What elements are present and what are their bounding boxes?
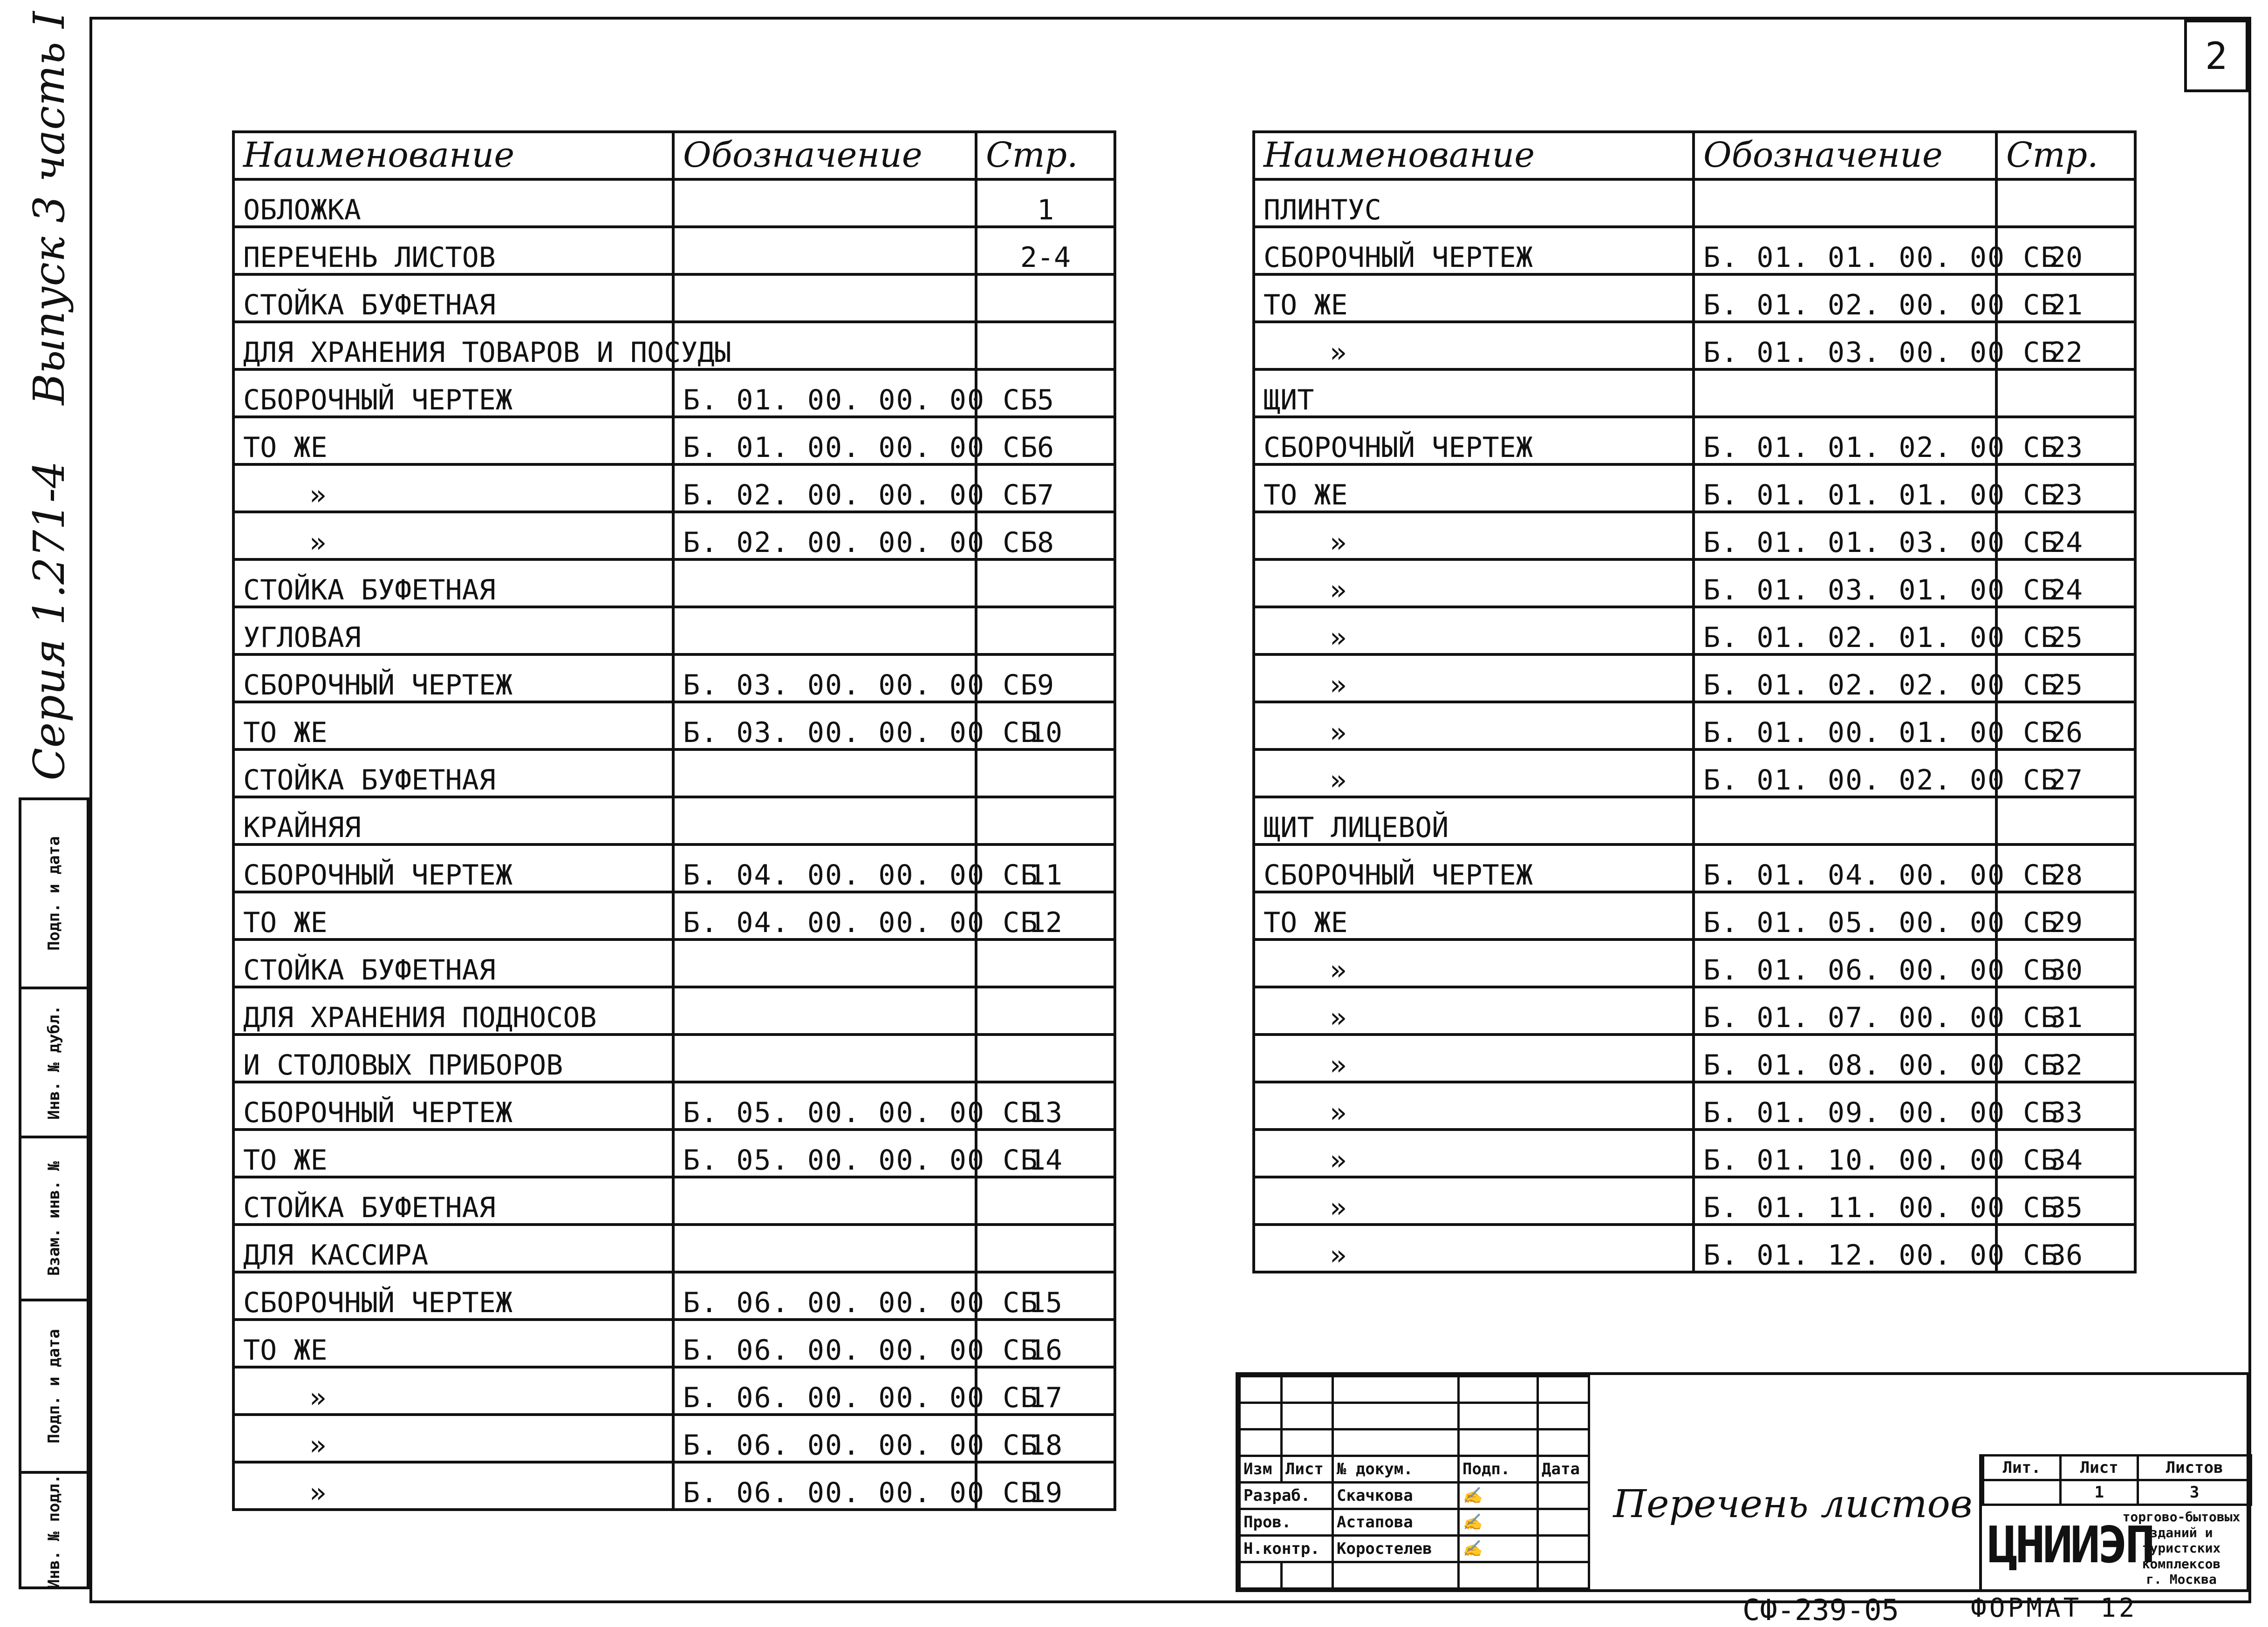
row-name: » — [1254, 654, 1694, 702]
table-row — [1254, 654, 2135, 702]
row-designation — [673, 227, 976, 274]
row-page — [976, 1225, 1115, 1272]
name-developer: Скачкова — [1333, 1483, 1459, 1509]
table-row — [233, 607, 1115, 654]
row-page: 24 — [1996, 559, 2135, 607]
title-block-grid — [1238, 1375, 1590, 1590]
org-name: торгово-бытовых зданий и туристских комплексов г. Москва — [2122, 1509, 2241, 1587]
table-row — [233, 1320, 1115, 1367]
table-row — [233, 1272, 1115, 1320]
row-name: ПЕРЕЧЕНЬ ЛИСТОВ — [233, 227, 673, 274]
row-name: ОБЛОЖКА — [233, 179, 673, 227]
row-designation: Б. 06. 00. 00. 00 СБ — [673, 1367, 976, 1415]
row-name: » — [1254, 1035, 1694, 1082]
table-row — [233, 797, 1115, 844]
row-name: ТО ЖЕ — [233, 1320, 673, 1367]
table-row — [1254, 607, 2135, 654]
row-name: ПЛИНТУС — [1254, 179, 1694, 227]
role-developer: Разраб. — [1240, 1483, 1333, 1509]
role-checker: Пров. — [1240, 1509, 1333, 1536]
row-designation — [673, 939, 976, 987]
row-name: ТО ЖЕ — [1254, 892, 1694, 939]
row-designation: Б. 05. 00. 00. 00 СБ — [673, 1082, 976, 1130]
table-row — [233, 1462, 1115, 1510]
row-designation: Б. 01. 05. 00. 00 СБ — [1694, 892, 1996, 939]
row-page: 35 — [1996, 1177, 2135, 1225]
row-page — [976, 322, 1115, 369]
row-designation — [673, 274, 976, 322]
table-row — [1254, 227, 2135, 274]
table-row — [233, 417, 1115, 464]
row-name: СТОЙКА БУФЕТНАЯ — [233, 939, 673, 987]
row-page: 17 — [976, 1367, 1115, 1415]
row-designation: Б. 03. 00. 00. 00 СБ — [673, 654, 976, 702]
row-name: ТО ЖЕ — [233, 1130, 673, 1177]
row-designation — [673, 607, 976, 654]
table-row — [1254, 1225, 2135, 1272]
row-designation — [673, 749, 976, 797]
row-designation: Б. 01. 06. 00. 00 СБ — [1694, 939, 1996, 987]
table-row — [1254, 464, 2135, 512]
row-designation: Б. 01. 11. 00. 00 СБ — [1694, 1177, 1996, 1225]
row-name: ЩИТ ЛИЦЕВОЙ — [1254, 797, 1694, 844]
row-page: 21 — [1996, 274, 2135, 322]
side-cell: Инв. № подл. — [21, 1471, 87, 1589]
row-designation: Б. 01. 01. 02. 00 СБ — [1694, 417, 1996, 464]
row-page: 12 — [976, 892, 1115, 939]
header-designation: Обозначение — [673, 132, 976, 179]
row-designation: Б. 01. 04. 00. 00 СБ — [1694, 844, 1996, 892]
row-name: ДЛЯ КАССИРА — [233, 1225, 673, 1272]
table-row — [233, 1225, 1115, 1272]
table-row — [1254, 797, 2135, 844]
row-page — [976, 1035, 1115, 1082]
row-designation — [673, 797, 976, 844]
row-name: ЩИТ — [1254, 369, 1694, 417]
row-designation — [673, 1177, 976, 1225]
sheet-label: Лист — [2061, 1456, 2138, 1480]
table-row — [233, 512, 1115, 559]
row-designation: Б. 01. 00. 00. 00 СБ — [673, 417, 976, 464]
row-designation: Б. 01. 09. 00. 00 СБ — [1694, 1082, 1996, 1130]
row-designation: Б. 04. 00. 00. 00 СБ — [673, 892, 976, 939]
table-row — [233, 1130, 1115, 1177]
side-cell: Взам. инв. № — [21, 1136, 87, 1299]
row-designation — [1694, 179, 1996, 227]
row-page — [976, 939, 1115, 987]
hdr-sign: Подп. — [1459, 1456, 1538, 1483]
row-name: » — [1254, 702, 1694, 749]
row-designation: Б. 01. 00. 00. 00 СБ — [673, 369, 976, 417]
row-name: КРАЙНЯЯ — [233, 797, 673, 844]
table-row — [1254, 369, 2135, 417]
row-name: » — [233, 1462, 673, 1510]
title-block — [1236, 1372, 2249, 1592]
row-page — [976, 607, 1115, 654]
table-row — [233, 702, 1115, 749]
row-page: 29 — [1996, 892, 2135, 939]
row-designation: Б. 06. 00. 00. 00 СБ — [673, 1320, 976, 1367]
document-title: Перечень листов — [1613, 1482, 1973, 1526]
row-page: 25 — [1996, 654, 2135, 702]
row-page — [976, 559, 1115, 607]
row-page: 33 — [1996, 1082, 2135, 1130]
table-row — [1254, 892, 2135, 939]
row-name: СТОЙКА БУФЕТНАЯ — [233, 274, 673, 322]
side-cell: Подп. и дата — [45, 836, 63, 951]
row-designation: Б. 02. 00. 00. 00 СБ — [673, 512, 976, 559]
table-header — [1254, 132, 2135, 179]
row-page — [976, 1177, 1115, 1225]
side-cell: Инв. № дубл. — [21, 987, 87, 1136]
table-row — [1254, 417, 2135, 464]
table-row — [1254, 749, 2135, 797]
table-row — [233, 274, 1115, 322]
issue-label: Выпуск 3 часть I — [24, 11, 74, 405]
row-page — [976, 797, 1115, 844]
format-label: ФОРМАТ 12 — [1971, 1593, 2138, 1623]
row-page — [976, 749, 1115, 797]
row-name: » — [1254, 1130, 1694, 1177]
header-page: Стр. — [976, 132, 1115, 179]
row-name: » — [233, 464, 673, 512]
row-designation: Б. 06. 00. 00. 00 СБ — [673, 1415, 976, 1462]
header-designation: Обозначение — [1694, 132, 1996, 179]
hdr-date: Дата — [1538, 1456, 1589, 1483]
series-label: Серия 1.271-4 — [24, 461, 74, 781]
row-name: ТО ЖЕ — [233, 892, 673, 939]
row-name: СБОРОЧНЫЙ ЧЕРТЕЖ — [1254, 227, 1694, 274]
row-page: 7 — [976, 464, 1115, 512]
row-page: 28 — [1996, 844, 2135, 892]
row-designation: Б. 01. 10. 00. 00 СБ — [1694, 1130, 1996, 1177]
row-designation: Б. 01. 02. 00. 00 СБ — [1694, 274, 1996, 322]
row-page: 19 — [976, 1462, 1115, 1510]
side-stamp-strip — [19, 797, 89, 1589]
row-designation: Б. 01. 01. 00. 00 СБ — [1694, 227, 1996, 274]
table-row — [233, 844, 1115, 892]
row-designation: Б. 05. 00. 00. 00 СБ — [673, 1130, 976, 1177]
table-row — [1254, 559, 2135, 607]
table-row — [233, 987, 1115, 1035]
row-designation: Б. 01. 00. 02. 00 СБ — [1694, 749, 1996, 797]
table-row — [1254, 512, 2135, 559]
row-page: 2-4 — [976, 227, 1115, 274]
table-row — [1254, 274, 2135, 322]
row-designation: Б. 01. 02. 01. 00 СБ — [1694, 607, 1996, 654]
row-name: СБОРОЧНЫЙ ЧЕРТЕЖ — [233, 369, 673, 417]
header-name: Наименование — [1254, 132, 1694, 179]
title-block-right — [1979, 1454, 2252, 1592]
row-designation: Б. 01. 12. 00. 00 СБ — [1694, 1225, 1996, 1272]
row-page: 15 — [976, 1272, 1115, 1320]
row-page: 11 — [976, 844, 1115, 892]
row-name: » — [1254, 749, 1694, 797]
table-row — [1254, 987, 2135, 1035]
table-row — [1254, 1177, 2135, 1225]
row-page: 32 — [1996, 1035, 2135, 1082]
row-name: » — [1254, 1225, 1694, 1272]
table-row — [1254, 179, 2135, 227]
row-page: 24 — [1996, 512, 2135, 559]
row-name: ДЛЯ ХРАНЕНИЯ ПОДНОСОВ — [233, 987, 673, 1035]
row-name: СТОЙКА БУФЕТНАЯ — [233, 1177, 673, 1225]
row-designation: Б. 01. 03. 01. 00 СБ — [1694, 559, 1996, 607]
row-page: 20 — [1996, 227, 2135, 274]
sheet-list-right — [1252, 130, 2137, 1273]
role-norm-control: Н.контр. — [1240, 1536, 1333, 1562]
row-name: СБОРОЧНЫЙ ЧЕРТЕЖ — [233, 844, 673, 892]
row-page: 25 — [1996, 607, 2135, 654]
row-name: СТОЙКА БУФЕТНАЯ — [233, 559, 673, 607]
row-name: ТО ЖЕ — [233, 702, 673, 749]
row-designation: Б. 02. 00. 00. 00 СБ — [673, 464, 976, 512]
row-page — [976, 274, 1115, 322]
table-row — [233, 1082, 1115, 1130]
sheets-value: 3 — [2138, 1480, 2251, 1505]
row-designation: Б. 01. 00. 01. 00 СБ — [1694, 702, 1996, 749]
table-row — [233, 892, 1115, 939]
table-row — [1254, 1130, 2135, 1177]
row-page — [976, 987, 1115, 1035]
table-row — [233, 1415, 1115, 1462]
table-row — [233, 179, 1115, 227]
row-page: 23 — [1996, 417, 2135, 464]
side-cell: Подп. и дата — [21, 1299, 87, 1471]
hdr-doc: № докум. — [1333, 1456, 1459, 1483]
row-page: 6 — [976, 417, 1115, 464]
row-name: » — [233, 1367, 673, 1415]
row-page — [1996, 369, 2135, 417]
signature-norm-control: ✍ — [1459, 1536, 1538, 1562]
row-designation — [673, 987, 976, 1035]
table-row — [233, 369, 1115, 417]
signature-developer: ✍ — [1459, 1483, 1538, 1509]
row-page: 1 — [976, 179, 1115, 227]
lit-label: Лит. — [1983, 1456, 2061, 1480]
table-row — [233, 227, 1115, 274]
row-designation — [673, 1035, 976, 1082]
row-page: 16 — [976, 1320, 1115, 1367]
row-name: УГЛОВАЯ — [233, 607, 673, 654]
row-designation — [673, 179, 976, 227]
row-name: » — [233, 1415, 673, 1462]
row-designation: Б. 01. 01. 01. 00 СБ — [1694, 464, 1996, 512]
row-name: ТО ЖЕ — [1254, 274, 1694, 322]
table-row — [1254, 322, 2135, 369]
row-name: ТО ЖЕ — [233, 417, 673, 464]
row-page: 27 — [1996, 749, 2135, 797]
header-page: Стр. — [1996, 132, 2135, 179]
row-designation — [673, 1225, 976, 1272]
table-row — [233, 749, 1115, 797]
row-page: 22 — [1996, 322, 2135, 369]
row-page: 34 — [1996, 1130, 2135, 1177]
row-page — [1996, 797, 2135, 844]
table-row — [233, 654, 1115, 702]
row-designation — [1694, 797, 1996, 844]
signature-checker: ✍ — [1459, 1509, 1538, 1536]
side-label — [14, 11, 84, 781]
row-name: СБОРОЧНЫЙ ЧЕРТЕЖ — [233, 1082, 673, 1130]
table-row — [1254, 702, 2135, 749]
row-page: 23 — [1996, 464, 2135, 512]
table-row — [1254, 844, 2135, 892]
row-designation: Б. 01. 07. 00. 00 СБ — [1694, 987, 1996, 1035]
sheet-list-left — [232, 130, 1116, 1511]
row-name: СБОРОЧНЫЙ ЧЕРТЕЖ — [233, 654, 673, 702]
table-row — [233, 559, 1115, 607]
row-designation: Б. 01. 02. 02. 00 СБ — [1694, 654, 1996, 702]
row-page: 18 — [976, 1415, 1115, 1462]
row-page: 26 — [1996, 702, 2135, 749]
row-designation — [1694, 369, 1996, 417]
row-page: 8 — [976, 512, 1115, 559]
row-name: » — [1254, 939, 1694, 987]
table-row — [233, 1367, 1115, 1415]
table-row — [233, 322, 1115, 369]
row-name: СБОРОЧНЫЙ ЧЕРТЕЖ — [1254, 417, 1694, 464]
table-header — [233, 132, 1115, 179]
sheet-info — [1982, 1454, 2252, 1506]
row-name: СБОРОЧНЫЙ ЧЕРТЕЖ — [233, 1272, 673, 1320]
row-designation: Б. 01. 03. 00. 00 СБ — [1694, 322, 1996, 369]
row-name: И СТОЛОВЫХ ПРИБОРОВ — [233, 1035, 673, 1082]
row-name: » — [1254, 322, 1694, 369]
name-norm-control: Коростелев — [1333, 1536, 1459, 1562]
row-page — [1996, 179, 2135, 227]
row-page: 30 — [1996, 939, 2135, 987]
row-page: 31 — [1996, 987, 2135, 1035]
row-name: СБОРОЧНЫЙ ЧЕРТЕЖ — [1254, 844, 1694, 892]
row-page: 14 — [976, 1130, 1115, 1177]
table-row — [233, 1177, 1115, 1225]
row-name: » — [1254, 607, 1694, 654]
row-designation: Б. 06. 00. 00. 00 СБ — [673, 1272, 976, 1320]
table-row — [1254, 1082, 2135, 1130]
row-designation: Б. 06. 00. 00. 00 СБ — [673, 1462, 976, 1510]
row-page: 10 — [976, 702, 1115, 749]
table-row — [233, 1035, 1115, 1082]
row-name: » — [1254, 987, 1694, 1035]
row-page: 5 — [976, 369, 1115, 417]
hdr-list: Лист — [1282, 1456, 1333, 1483]
name-checker: Астапова — [1333, 1509, 1459, 1536]
row-name: ТО ЖЕ — [1254, 464, 1694, 512]
table-row — [233, 464, 1115, 512]
table-row — [233, 939, 1115, 987]
row-name: » — [233, 512, 673, 559]
row-designation — [673, 559, 976, 607]
row-designation: Б. 01. 01. 03. 00 СБ — [1694, 512, 1996, 559]
row-name: » — [1254, 1082, 1694, 1130]
row-designation: Б. 01. 08. 00. 00 СБ — [1694, 1035, 1996, 1082]
header-name: Наименование — [233, 132, 673, 179]
row-name: ДЛЯ ХРАНЕНИЯ ТОВАРОВ И ПОСУДЫ — [233, 322, 673, 369]
page-number: 2 — [2184, 20, 2248, 92]
document-code: СФ-239-05 — [1742, 1593, 1899, 1627]
row-name: » — [1254, 512, 1694, 559]
row-page: 9 — [976, 654, 1115, 702]
org-logo: ЦНИИЭП — [1988, 1516, 2153, 1574]
row-page: 13 — [976, 1082, 1115, 1130]
row-page: 36 — [1996, 1225, 2135, 1272]
row-name: » — [1254, 1177, 1694, 1225]
sheet-value: 1 — [2061, 1480, 2138, 1505]
row-designation: Б. 03. 00. 00. 00 СБ — [673, 702, 976, 749]
table-row — [1254, 1035, 2135, 1082]
row-name: СТОЙКА БУФЕТНАЯ — [233, 749, 673, 797]
sheets-label: Листов — [2138, 1456, 2251, 1480]
row-name: » — [1254, 559, 1694, 607]
row-designation: Б. 04. 00. 00. 00 СБ — [673, 844, 976, 892]
hdr-izm: Изм — [1240, 1456, 1282, 1483]
table-row — [1254, 939, 2135, 987]
